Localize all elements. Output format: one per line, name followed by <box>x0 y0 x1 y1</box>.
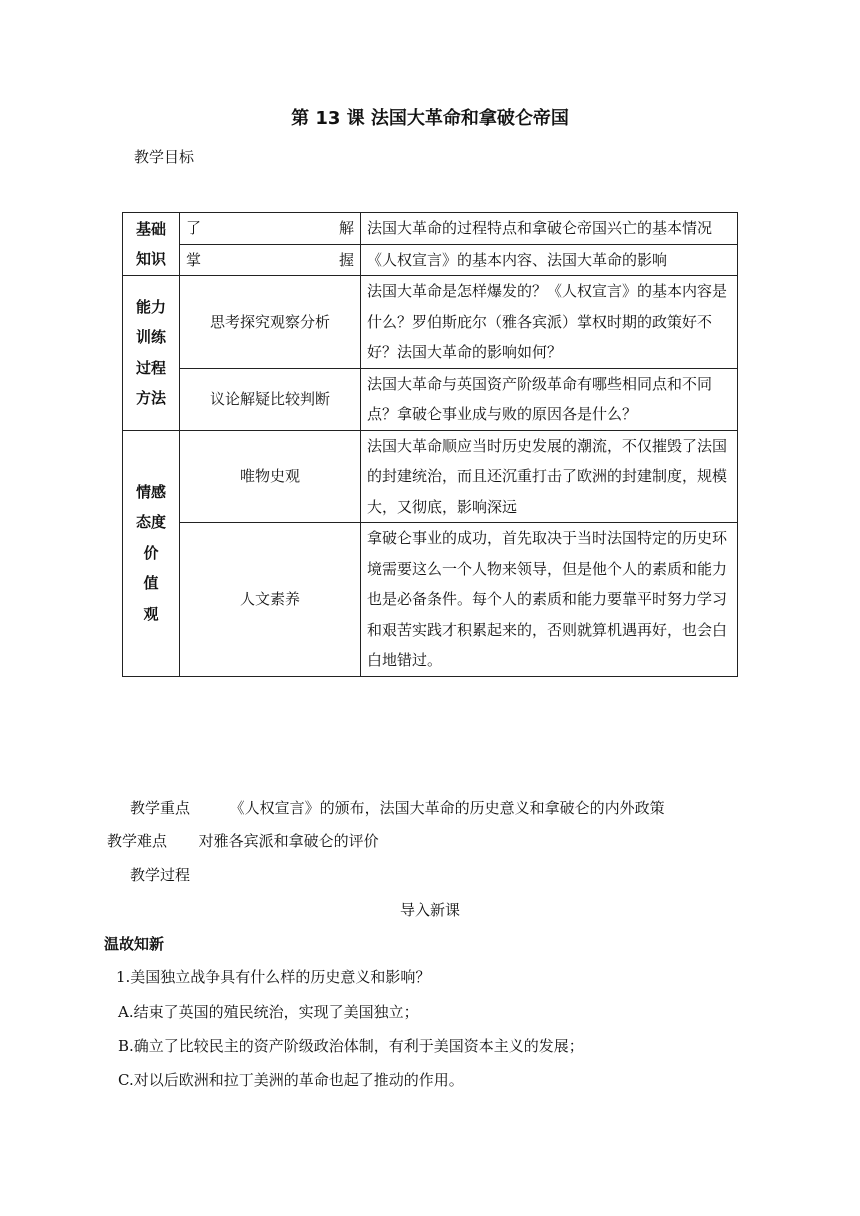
table-row <box>123 276 738 369</box>
answer-a: A.结束了英国的殖民统治，实现了美国独立； <box>118 1003 419 1021</box>
table-row <box>123 523 738 677</box>
answer-b: B.确立了比较民主的资产阶级政治体制，有利于美国资本主义的发展； <box>118 1037 584 1055</box>
content-cell: 法国大革命的过程特点和拿破仑帝国兴亡的基本情况 <box>361 213 738 245</box>
lesson-title: 第 13 课 法国大革命和拿破仑帝国 <box>291 108 569 129</box>
intro-heading: 导入新课 <box>399 901 460 919</box>
answer-c: C.对以后欧洲和拉丁美洲的革命也起了推动的作用。 <box>118 1071 464 1089</box>
category-cell: 能力 训练 过程 方法 <box>123 276 180 431</box>
process-label: 教学过程 <box>130 866 191 884</box>
question-text: 1.美国独立战争具有什么样的历史意义和影响？ <box>116 968 431 986</box>
level-cell: 人文素养 <box>180 523 361 677</box>
difficulty-text: 对雅各宾派和拿破仑的评价 <box>198 832 379 850</box>
level-cell: 掌握 <box>180 244 361 276</box>
level-cell: 唯物史观 <box>180 430 361 523</box>
difficulty-line <box>107 830 379 851</box>
level-cell: 了解 <box>180 213 361 245</box>
objectives-label: 教学目标 <box>134 148 195 166</box>
key-points-line <box>130 797 665 818</box>
key-points-label: 教学重点 <box>130 799 191 817</box>
content-cell: 拿破仑事业的成功，首先取决于当时法国特定的历史环境需要这么一个人物来领导，但是他个人的素质和能力也是必备条件。每个人的素质和能力要靠平时努力学习和艰苦实践才积累起来的，否则就算机遇再好，也会白白地错过。 <box>361 523 738 677</box>
content-cell: 法国大革命顺应当时历史发展的潮流，不仅摧毁了法国的封建统治，而且还沉重打击了欧洲的封建制度，规模大，又彻底，影响深远 <box>361 430 738 523</box>
category-cell: 基础 知识 <box>123 213 180 276</box>
content-cell: 《人权宣言》的基本内容、法国大革命的影响 <box>361 244 738 276</box>
content-cell: 法国大革命与英国资产阶级革命有哪些相同点和不同点？拿破仑事业成与败的原因各是什么？ <box>361 368 738 430</box>
table-row <box>123 213 738 245</box>
level-cell: 议论解疑比较判断 <box>180 368 361 430</box>
content-cell: 法国大革命是怎样爆发的？《人权宣言》的基本内容是什么？罗伯斯庇尔（雅各宾派）掌权时期的政策好不好？法国大革命的影响如何？ <box>361 276 738 369</box>
objectives-table <box>122 212 738 677</box>
category-cell: 情感 态度 价 值 观 <box>123 430 180 676</box>
review-heading: 温故知新 <box>104 935 165 953</box>
table-row <box>123 368 738 430</box>
level-cell: 思考探究观察分析 <box>180 276 361 369</box>
table-row <box>123 244 738 276</box>
key-points-text: 《人权宣言》的颁布，法国大革命的历史意义和拿破仑的内外政策 <box>229 799 665 817</box>
table-row <box>123 430 738 523</box>
difficulty-label: 教学难点 <box>107 832 168 850</box>
